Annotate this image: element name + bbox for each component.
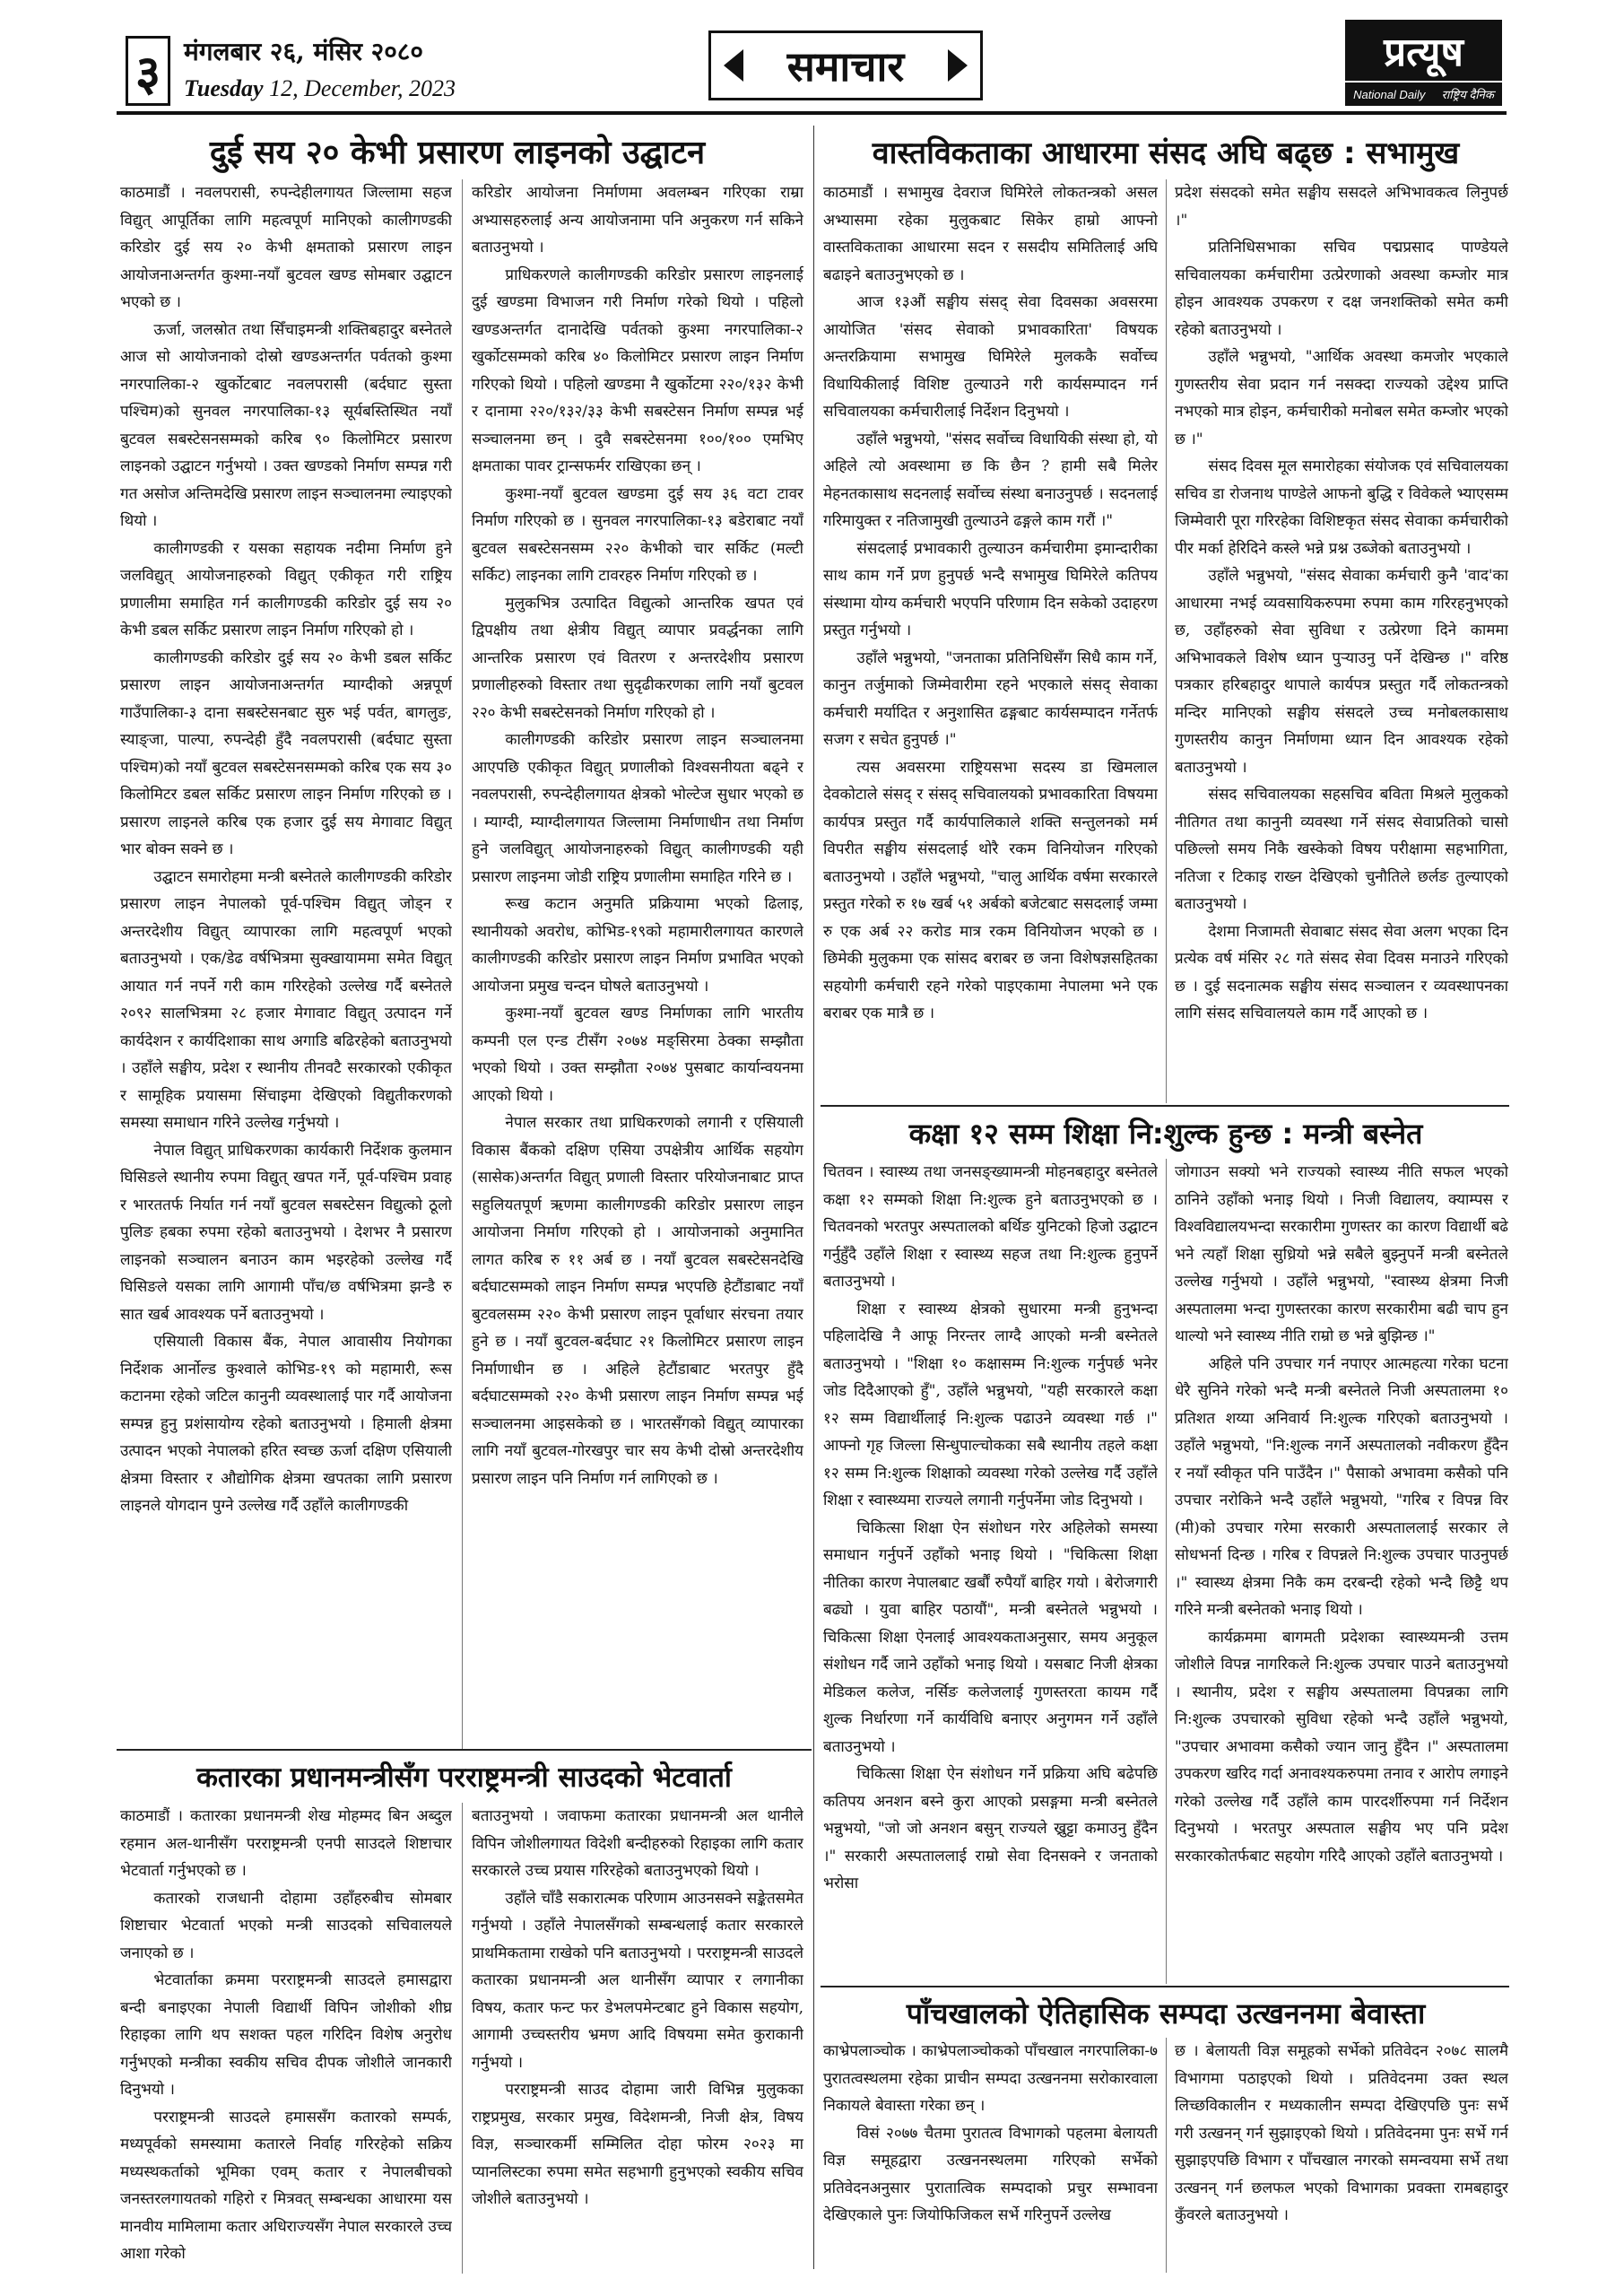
column-divider: [1166, 2038, 1167, 2273]
paragraph: उहाँले भन्नुभयो, "जनताका प्रतिनिधिसँग सिधै काम गर्ने, कानुन तर्जुमाको जिम्मेवारीमा रहने भएकाले संसद् सेवाका कर्मचारी मर्यादित र अनुशासित ढङ्गबाट कार्यसम्पादन गर्नेतर्फ सजग र सचेत हुनुपर्छ ।": [823, 648, 1158, 749]
paragraph: रूख कटान अनुमति प्रक्रियामा भएको ढिलाइ, स्थानीयको अवरोध, कोभिड-१९को महामारीलगायत कारणले कालीगण्डकी करिडोर प्रसारण लाइन निर्माण प्रभावित भएको आयोजना प्रमुख चन्दन घोषले बताउनुभयो ।: [472, 895, 803, 996]
paragraph: उद्घाटन समारोहमा मन्त्री बस्नेतले कालीगण्डकी करिडोर प्रसारण लाइन नेपालको पूर्व-पश्चिम विद्युत् जोड्न र अन्तरदेशीय विद्युत् व्यापारका लागि महत्वपूर्ण भएको बताउनुभयो । एक/डेढ वर्षभित्रमा सुक्खायाममा समेत विद्युत् आयात गर्न नपर्ने गरी काम गरिरहेको उल्लेख गर्दै बस्नेतले २०९२ सालभित्रमा २८ हजार मेगावाट विद्युत् उत्पादन गर्ने कार्यदेशन र कार्यदिशाका साथ अगाडि बढिरहेको बताउनुभयो । उहाँले सङ्घीय, प्रदेश र स्थानीय तीनवटै सरकारको एकीकृत र सामूहिक प्रयासमा सिंचाइमा देखिएको विद्युतीकरणको समस्या समाधान गरिने उल्लेख गर्नुभयो ।: [120, 867, 452, 1132]
paragraph: उहाँले भन्नुभयो, "संसद सर्वोच्च विधायिकी संस्था हो, यो अहिले त्यो अवस्थामा छ कि छैन ? हामी सबै मिलेर मेहनतकासाथ सदनलाई सर्वोच्च संस्था बनाउनुपर्छ । सदनलाई गरिमायुक्त र नतिजामुखी तुल्याउने ढङ्गले काम गरौं ।": [823, 430, 1158, 530]
paragraph: उहाँले भन्नुभयो, "संसद सेवाका कर्मचारी कुनै 'वाद'का आधारमा नभई व्यवसायिकरुपमा रुपमा काम गरिरहनुभएको छ, उहाँहरुको सेवा सुविधा र उत्प्रेरणा दिने काममा अभिभावकले विशेष ध्यान पुऱ्याउनु पर्ने देखिन्छ ।" वरिष्ठ पत्रकार हरिबहादुर थापाले कार्यपत्र प्रस्तुत गर्दै लोकतन्त्रको मन्दिर मानिएको सङ्घीय संसदले उच्च मनोबलकासाथ गुणस्तरीय कानुन निर्माणमा ध्यान दिन आवश्यक रहेको बताउनुभयो ।: [1175, 567, 1508, 777]
paragraph: ऊर्जा, जलस्रोत तथा सिँचाइमन्त्री शक्तिबहादुर बस्नेतले आज सो आयोजनाको दोस्रो खण्डअन्तर्गत पर्वतको कुश्मा नगरपालिका-२ खुर्कोटबाट नवलपरासी (बर्दघाट सुस्ता पश्चिम)को सुनवल नगरपालिका-१३ सूर्यबस्तिस्थित नयाँ बुटवल सबस्टेसनसम्मको करिब ९० किलोमिटर प्रसारण लाइनको उद्घाटन गर्नुभयो । उक्त खण्डको निर्माण सम्पन्न गरी गत असोज अन्तिमदेखि प्रसारण लाइन सञ्चालनमा ल्याइएको थियो ।: [120, 320, 452, 530]
arrow-left-icon: [724, 49, 743, 82]
paragraph: मुलुकभित्र उत्पादित विद्युत्को आन्तरिक खपत एवं द्विपक्षीय तथा क्षेत्रीय विद्युत् व्यापार प्रवर्द्धनका लागि आन्तरिक प्रसारण एवं वितरण र अन्तरदेशीय प्रसारण प्रणालीहरुको विस्तार तथा सुदृढीकरणका लागि नयाँ बुटवल २२० केभी सबस्टेसनको निर्माण गरिएको हो ।: [472, 594, 803, 722]
paragraph: आज १३औं सङ्घीय संसद् सेवा दिवसका अवसरमा आयोजित 'संसद सेवाको प्रभावकारिता' विषयक अन्तरक्रियामा सभामुख घिमिरेले मुलककै सर्वोच्च विधायिकीलाई विशिष्ट तुल्याउने गरी कार्यसम्पादन गर्न सचिवालयका कर्मचारीलाई निर्देशन दिनुभयो ।: [823, 293, 1158, 421]
paragraph: उहाँले भन्नुभयो, "आर्थिक अवस्था कमजोर भएकाले गुणस्तरीय सेवा प्रदान गर्न नसक्दा राज्यको उद्देश्य प्राप्ति नभएको मात्र होइन, कर्मचारीको मनोबल समेत कम्जोर भएको छ ।": [1175, 348, 1508, 448]
paragraph: करिडोर आयोजना निर्माणमा अवलम्बन गरिएका राम्रा अभ्यासहरुलाई अन्य आयोजनामा पनि अनुकरण गर्न सकिने बताउनुभयो ।: [472, 184, 803, 257]
article-column: [1175, 1159, 1508, 1984]
paragraph: जोगाउन सक्यो भने राज्यको स्वास्थ्य नीति सफल भएको ठानिने उहाँको भनाइ थियो । निजी विद्यालय, क्याम्पस र विश्वविद्यालयभन्दा सरकारीमा गुणस्तर का कारण विद्यार्थी बढे भने त्यहाँ शिक्षा सुध्रियो भन्ने सबैले बुझ्नुपर्ने मन्त्री बस्नेतले उल्लेख गर्नुभयो । उहाँले भन्नुभयो, "स्वास्थ्य क्षेत्रमा निजी अस्पतालमा भन्दा गुणस्तरका कारण सरकारीमा बढी चाप हुन थाल्यो भने स्वास्थ्य नीति राम्रो छ भन्ने बुझिन्छ ।": [1175, 1163, 1508, 1345]
paragraph: कुश्मा-नयाँ बुटवल खण्ड निर्माणका लागि भारतीय कम्पनी एल एन्ड टीसँग २०७४ मङ्सिरमा ठेक्का सम्झौता भएको थियो । उक्त सम्झौता २०७४ पुसबाट कार्यान्वयनमा आएको थियो ।: [472, 1004, 803, 1105]
article-column: [120, 179, 452, 1749]
article-headline: कतारका प्रधानमन्त्रीसँग परराष्ट्रमन्त्री साउदको भेटवार्ता: [196, 1761, 732, 1794]
article-column: [823, 179, 1158, 1103]
paragraph: त्यस अवसरमा राष्ट्रियसभा सदस्य डा खिमलाल देवकोटाले संसद् र संसद् सचिवालयको प्रभावकारिता विषयमा कार्यपत्र प्रस्तुत गर्दै कार्यपालिकाले शक्ति सन्तुलनको मर्म विपरीत सङ्घीय संसदलाई थोरै रकम विनियोजन गरिएको बताउनुभयो । उहाँले भन्नुभयो, "चालु आर्थिक वर्षमा सरकारले प्रस्तुत गरेको रु १७ खर्ब ५१ अर्बको बजेटबाट ससदलाई जम्मा रु एक अर्ब २२ करोड मात्र रकम विनियोजन भएको छ । छिमेकी मुलुकमा एक सांसद बराबर छ जना विशेषज्ञसहितका सहयोगी कर्मचारी रहने गरेको पाइएकामा नेपालमा भने एक बराबर एक मात्रै छ ।: [823, 758, 1158, 1022]
article-column: [823, 1159, 1158, 1984]
section-title: समाचार: [786, 42, 905, 91]
header-rule: [117, 111, 1507, 115]
article-column: [120, 1803, 452, 2274]
paragraph: बताउनुभयो । जवाफमा कतारका प्रधानमन्त्री अल थानीले विपिन जोशीलगायत विदेशी बन्दीहरुको रिहाइका लागि कतार सरकारले उच्च प्रयास गरिरहेको बताउनुभएको थियो ।: [472, 1807, 803, 1880]
column-divider: [1166, 179, 1167, 1103]
logo-name: प्रत्यूष: [1345, 20, 1502, 81]
paragraph: प्रतिनिधिसभाका सचिव पद्मप्रसाद पाण्डेयले सचिवालयका कर्मचारीमा उत्प्रेरणाको अवस्था कम्जोर मात्र होइन आवश्यक उपकरण र दक्ष जनशक्तिको समेत कमी रहेको बताउनुभयो ।: [1175, 239, 1508, 339]
article-headline: कक्षा १२ सम्म शिक्षा नि:शुल्क हुन्छ : मन्त्री बस्नेत: [908, 1117, 1423, 1151]
section-label-box: [708, 30, 983, 100]
paragraph: काठमाडौं । नवलपरासी, रुपन्देहीलगायत जिल्लामा सहज विद्युत् आपूर्तिका लागि महत्वपूर्ण मानिएको कालीगण्डकी करिडोर दुई सय २० केभी क्षमताको प्रसारण लाइन आयोजनाअन्तर्गत कुश्मा-नयाँ बुटवल खण्ड सोमबार उद्घाटन भएको छ ।: [120, 184, 452, 311]
page-header: [0, 0, 1624, 126]
article-column: [472, 1803, 803, 2274]
article-column: [472, 179, 803, 1749]
paragraph: चितवन । स्वास्थ्य तथा जनसङ्ख्यामन्त्री मोहनबहादुर बस्नेतले कक्षा १२ सम्मको शिक्षा नि:शुल्क हुने बताउनुभएको छ । चितवनको भरतपुर अस्पतालको बर्थिङ युनिटको हिजो उद्घाटन गर्नुहुँदै उहाँले शिक्षा र स्वास्थ्य सहज तथा नि:शुल्क हुनुपर्ने बताउनुभयो ।: [823, 1163, 1158, 1291]
date-english: [184, 75, 456, 102]
date-english-value: 12, December, 2023: [269, 75, 456, 101]
column-divider: [1166, 1159, 1167, 1984]
paragraph: काठमाडौं । सभामुख देवराज घिमिरेले लोकतन्त्रको असल अभ्यासमा रहेका मुलुकबाट सिकेर हाम्रो आफ्नो वास्तविकताका आधारमा सदन र ससदीय समितिलाई अघि बढाइने बताउनुभएको छ ।: [823, 184, 1158, 284]
paragraph: चिकित्सा शिक्षा ऐन संशोधन गर्ने प्रक्रिया अघि बढेपछि कतिपय अनशन बस्ने कुरा आएको प्रसङ्गमा मन्त्री बस्नेतले भन्नुभयो, "जो जो अनशन बसुन् राज्यले ख्रुट्टा कमाउनु हुँदैन ।" सरकारी अस्पताललाई राम्रो सेवा दिनसक्ने र जनताको भरोसा: [823, 1765, 1158, 1892]
column-divider: [462, 179, 463, 1749]
date-nepali: मंगलबार २६, मंसिर २०८०: [184, 37, 423, 66]
paragraph: कालीगण्डकी करिडोर प्रसारण लाइन सञ्चालनमा आएपछि एकीकृत विद्युत् प्रणालीको विश्वसनीयता बढ्ने र नवलपरासी, रुपन्देहीलगायत क्षेत्रको भोल्टेज सुधार भएको छ । म्याग्दी, म्याग्दीलगायत जिल्लामा निर्माणाधीन तथा निर्माण हुने जलविद्युत् आयोजनाहरुको विद्युत् कालीगण्डकी यही प्रसारण लाइनमा जोडी राष्ट्रिय प्रणालीमा समाहित गरिने छ ।: [472, 731, 803, 886]
paragraph: शिक्षा र स्वास्थ्य क्षेत्रको सुधारमा मन्त्री हुनुभन्दा पहिलादेखि नै आफू निरन्तर लाग्दै आएको मन्त्री बस्नेतले बताउनुभयो । "शिक्षा १० कक्षासम्म नि:शुल्क गर्नुपर्छ भनेर जोड दिदैआएको हुँ", उहाँले भन्नुभयो, "यही सरकारले कक्षा १२ सम्म विद्यार्थीलाई नि:शुल्क पढाउने व्यवस्था गर्छ ।" आफ्नो गृह जिल्ला सिन्धुपाल्चोकका सबै स्थानीय तहले कक्षा १२ सम्म नि:शुल्क शिक्षाको व्यवस्था गरेको उल्लेख गर्दै उहाँले शिक्षा र स्वास्थ्यमा राज्यले लगानी गर्नुपर्नेमा जोड दिनुभयो ।: [823, 1300, 1158, 1509]
article-column: [1175, 179, 1508, 1103]
paragraph: उहाँले चाँडै सकारात्मक परिणाम आउनसक्ने सङ्केतसमेत गर्नुभयो । उहाँले नेपालसँगको सम्बन्धलाई कतार सरकारले प्राथमिकतामा राखेको पनि बताउनुभयो । परराष्ट्रमन्त्री साउदले कतारका प्रधानमन्त्री अल थानीसँग व्यापार र लगानीका विषय, कतार फन्ट फर डेभलपमेन्टबाट हुने विकास सहयोग, आगामी उच्चस्तरीय भ्रमण आदि विषयमा समेत कुराकानी गर्नुभयो ।: [472, 1889, 803, 2072]
article-separator: [821, 1105, 1509, 1107]
paragraph: कालीगण्डकी करिडोर दुई सय २० केभी डबल सर्किट प्रसारण लाइन आयोजनाअन्तर्गत म्याग्दीको अन्नपूर्ण गाउँपालिका-३ दाना सबस्टेसनबाट सुरु भई पर्वत, बागलुङ, स्याङ्जा, पाल्पा, रुपन्देही हुँदै नवलपरासी (बर्दघाट सुस्ता पश्चिम)को नयाँ बुटवल सबस्टेसनसम्मको करिब एक सय ३० किलोमिटर डबल सर्किट प्रसारण लाइन निर्माण गरिएको छ । प्रसारण लाइनले करिब एक हजार दुई सय मेगावाट विद्युत् भार बोक्न सक्ने छ ।: [120, 648, 452, 858]
paragraph: नेपाल विद्युत् प्राधिकरणका कार्यकारी निर्देशक कुलमान घिसिङले स्थानीय रुपमा विद्युत् खपत गर्ने, पूर्व-पश्चिम प्रवाह र भारततर्फ निर्यात गर्न नयाँ बुटवल सबस्टेसन विद्युत्को ठूलो पुलिङ हबका रुपमा रहेको बताउनुभयो । देशभर नै प्रसारण लाइनको सञ्चालन बनाउन काम भइरहेको उल्लेख गर्दै घिसिङले यसका लागि आगामी पाँच/छ वर्षभित्रमा झन्डै रु सात खर्ब आवश्यक पर्ने बताउनुभयो ।: [120, 1141, 452, 1324]
logo-tagline-en: National Daily: [1353, 87, 1426, 101]
paragraph: प्राधिकरणले कालीगण्डकी करिडोर प्रसारण लाइनलाई दुई खण्डमा विभाजन गरी निर्माण गरेको थियो । पहिलो खण्डअन्तर्गत दानादेखि पर्वतको कुश्मा नगरपालिका-२ खुर्कोटसम्मको करिब ४० किलोमिटर प्रसारण लाइन निर्माण गरिएको थियो । पहिलो खण्डमा नै खुर्कोटमा २२०/१३२ केभी र दानामा २२०/१३२/३३ केभी सबस्टेसन निर्माण सम्पन्न भई सञ्चालनमा छन् । दुवै सबस्टेसनमा १००/१०० एमभिए क्षमताका पावर ट्रान्सफर्मर राखिएका छन् ।: [472, 265, 803, 475]
paragraph: देशमा निजामती सेवाबाट संसद सेवा अलग भएका दिन प्रत्येक वर्ष मंसिर २८ गते संसद सेवा दिवस मनाउने गरिएको छ । दुई सदनात्मक सङ्घीय संसद सञ्चालन र व्यवस्थापनका लागि संसद सचिवालयले काम गर्दै आएको छ ।: [1175, 922, 1508, 1022]
article-column: [1175, 2038, 1508, 2273]
article-headline: पाँचखालको ऐतिहासिक सम्पदा उत्खननमा बेवास्ता: [906, 1996, 1426, 2031]
arrow-right-icon: [948, 49, 968, 82]
weekday-english: Tuesday: [184, 75, 264, 101]
paragraph: संसदलाई प्रभावकारी तुल्याउन कर्मचारीमा इमान्दारीका साथ काम गर्ने प्रण हुनुपर्छ भन्दै सभामुख घिमिरेले कतिपय संस्थामा योग्य कर्मचारी भएपनि परिणाम दिन सकेको उदाहरण प्रस्तुत गर्नुभयो ।: [823, 539, 1158, 639]
article-separator: [117, 1749, 812, 1751]
paragraph: संसद सचिवालयका सहसचिव बविता मिश्रले मुलुकको नीतिगत तथा कानुनी व्यवस्था गर्ने संसद सेवाप्रतिको चासो पछिल्लो समय निकै खस्केको विषय परीक्षामा सहभागिता, नतिजा र टिकाइ राख्न देखिएको चुनौतिले छर्लङ तुल्याएको बताउनुभयो ।: [1175, 786, 1508, 913]
paragraph: छ । बेलायती विज्ञ समूहको सर्भेको प्रतिवेदन २०७८ सालमै विभागमा पठाइएको थियो । प्रतिवेदनमा उक्त स्थल लिच्छविकालीन र मध्यकालीन सम्पदा देखिएपछि पुनः सर्भे गरी उत्खनन् गर्न सुझाइएको थियो । प्रतिवेदनमा पुनः सर्भे गर्न सुझाइएपछि विभाग र पाँचखाल नगरको समन्वयमा सर्भे तथा उत्खनन् गर्न छलफल भएको विभागका प्रवक्ता रामबहादुर कुँवरले बताउनुभयो ।: [1175, 2042, 1508, 2224]
paragraph: काभ्रेपलाञ्चोक । काभ्रेपलाञ्चोकको पाँचखाल नगरपालिका-७ पुरातत्वस्थलमा रहेका प्राचीन सम्पदा उत्खननमा सरोकारवाला निकायले बेवास्ता गरेका छन् ।: [823, 2042, 1158, 2115]
page-number: ३: [126, 36, 170, 106]
masthead-logo: [1345, 20, 1502, 109]
article-headline: वास्तविकताका आधारमा संसद अघि बढ्छ : सभामुख: [872, 135, 1460, 171]
logo-tagline-np: राष्ट्रिय दैनिक: [1441, 88, 1494, 101]
paragraph: कुश्मा-नयाँ बुटवल खण्डमा दुई सय ३६ वटा टावर निर्माण गरिएको छ । सुनवल नगरपालिका-१३ बडेराबाट नयाँ बुटवल सबस्टेसनसम्म २२० केभीको चार सर्किट (मल्टी सर्किट) लाइनका लागि टावरहरु निर्माण गरिएको छ ।: [472, 484, 803, 585]
paragraph: कतारको राजधानी दोहामा उहाँहरुबीच सोमबार शिष्टाचार भेटवार्ता भएको मन्त्री साउदको सचिवालयले जनाएको छ ।: [120, 1889, 452, 1962]
paragraph: विसं २०७७ चैतमा पुरातत्व विभागको पहलमा बेलायती विज्ञ समूहद्वारा उत्खननस्थलमा गरिएको सर्भेको प्रतिवेदनअनुसार पुरातात्विक सम्पदाको प्रचुर सम्भावना देखिएकाले पुनः जियोफिजिकल सर्भे गरिनुपर्ने उल्लेख: [823, 2124, 1158, 2224]
logo-tagline: [1345, 83, 1502, 106]
paragraph: कार्यक्रममा बागमती प्रदेशका स्वास्थ्यमन्त्री उत्तम जोशीले विपन्न नागरिकले नि:शुल्क उपचार पाउने बताउनुभयो । स्थानीय, प्रदेश र सङ्घीय अस्पतालमा विपन्नका लागि नि:शुल्क उपचारको सुविधा रहेको भन्दै उहाँले भन्नुभयो, "उपचार अभावमा कसैको ज्यान जानु हुँदैन ।" अस्पतालमा उपकरण खरिद गर्दा अनावश्यकरुपमा तनाव र आरोप लगाइने गरेको उल्लेख गर्दै उहाँले काम पारदर्शीरुपमा गर्न निर्देशन दिनुभयो । भरतपुर अस्पताल सङ्घीय भए पनि प्रदेश सरकारकोतर्फबाट सहयोग गरिदै आएको उहाँले बताउनुभयो ।: [1175, 1628, 1508, 1866]
paragraph: भेटवार्ताका क्रममा परराष्ट्रमन्त्री साउदले हमासद्वारा बन्दी बनाइएका नेपाली विद्यार्थी विपिन जोशीको शीघ्र रिहाइका लागि थप सशक्त पहल गरिदिन विशेष अनुरोध गर्नुभएको मन्त्रीका स्वकीय सचिव दीपक जोशीले जानकारी दिनुभयो ।: [120, 1971, 452, 2099]
paragraph: काठमाडौं । कतारका प्रधानमन्त्री शेख मोहम्मद बिन अब्दुल रहमान अल-थानीसँग परराष्ट्रमन्त्री एनपी साउदले शिष्टाचार भेटवार्ता गर्नुभएको छ ।: [120, 1807, 452, 1880]
paragraph: चिकित्सा शिक्षा ऐन संशोधन गरेर अहिलेको समस्या समाधान गर्नुपर्ने उहाँको भनाइ थियो । "चिकित्सा शिक्षा नीतिका कारण नेपालबाट खर्बौं रुपैयाँ बाहिर गयो । बेरोजगारी बढ्यो । युवा बाहिर पठायौं", मन्त्री बस्नेतले भन्नुभयो । चिकित्सा शिक्षा ऐनलाई आवश्यकताअनुसार, समय अनुकूल संशोधन गर्दै जाने उहाँको भनाइ थियो । यसबाट निजी क्षेत्रका मेडिकल कलेज, नर्सिङ कलेजलाई गुणस्तरता कायम गर्दै शुल्क निर्धारणा गर्ने कार्यविधि बनाएर अनुगमन गर्ने उहाँले बताउनुभयो ।: [823, 1518, 1158, 1756]
half-divider: [813, 126, 814, 2269]
paragraph: संसद दिवस मूल समारोहका संयोजक एवं सचिवालयका सचिव डा रोजनाथ पाण्डेले आफनो बुद्धि र विवेकले भ्याएसम्म जिम्मेवारी पूरा गरिरहेका विशिष्टकृत संसद सेवाका कर्मचारीको पीर मर्का हेरिदिने कस्ले भन्ने प्रश्न उब्जेको बताउनुभयो ।: [1175, 457, 1508, 558]
paragraph: नेपाल सरकार तथा प्राधिकरणको लगानी र एसियाली विकास बैंकको दक्षिण एसिया उपक्षेत्रीय आर्थिक सहयोग (सासेक)अन्तर्गत विद्युत् प्रणाली विस्तार परियोजनाबाट प्राप्त सहुलियतपूर्ण ऋणमा कालीगण्डकी करिडोर प्रसारण लाइन आयोजना निर्माण गरिएको हो । आयोजनाको अनुमानित लागत करिब रु ११ अर्ब छ । नयाँ बुटवल सबस्टेसनदेखि बर्दघाटसम्मको लाइन निर्माण सम्पन्न भएपछि हेटौंडाबाट नयाँ बुटवलसम्म २२० केभी प्रसारण लाइन पूर्वाधार संरचना तयार हुने छ । नयाँ बुटवल-बर्दघाट २१ किलोमिटर प्रसारण लाइन निर्माणाधीन छ । अहिले हेटौंडाबाट भरतपुर हुँदै बर्दघाटसम्मको २२० केभी प्रसारण लाइन निर्माण सम्पन्न भई सञ्चालनमा आइसकेको छ । भारतसँगको विद्युत् व्यापारका लागि नयाँ बुटवल-गोरखपुर चार सय केभी दोस्रो अन्तरदेशीय प्रसारण लाइन पनि निर्माण गर्न लागिएको छ ।: [472, 1114, 803, 1488]
paragraph: परराष्ट्रमन्त्री साउदले हमाससँग कतारको सम्पर्क, मध्यपूर्वको समस्यामा कतारले निर्वाह गरिरहेको सक्रिय मध्यस्थकर्ताको भूमिका एवम् कतार र नेपालबीचको जनस्तरलगायतको गहिरो र मित्रवत् सम्बन्धका आधारमा यस मानवीय मामिलामा कतार अधिराज्यसँग नेपाल सरकारले उच्च आशा गरेको: [120, 2108, 452, 2263]
paragraph: कालीगण्डकी र यसका सहायक नदीमा निर्माण हुने जलविद्युत् आयोजनाहरुको विद्युत् एकीकृत गरी राष्ट्रिय प्रणालीमा समाहित गर्न कालीगण्डकी करिडोर दुई सय २० केभी डबल सर्किट प्रसारण लाइन निर्माण गरिएको हो ।: [120, 539, 452, 639]
article-column: [823, 2038, 1158, 2273]
paragraph: एसियाली विकास बैंक, नेपाल आवासीय नियोगका निर्देशक आर्नोल्ड कुश्वाले कोभिड-१९ को महामारी, रूस कटानमा रहेको जटिल कानुनी व्यवस्थालाई पार गर्दै आयोजना सम्पन्न हुनु प्रशंसायोग्य रहेको बताउनुभयो । हिमाली क्षेत्रमा उत्पादन भएको नेपालको हरित स्वच्छ ऊर्जा दक्षिण एसियाली क्षेत्रमा विस्तार र औद्योगिक क्षेत्रमा खपतका लागि प्रसारण लाइनले योगदान पुग्ने उल्लेख गर्दै उहाँले कालीगण्डकी: [120, 1333, 452, 1515]
paragraph: परराष्ट्रमन्त्री साउद दोहामा जारी विभिन्न मुलुकका राष्ट्रप्रमुख, सरकार प्रमुख, विदेशमन्त्री, निजी क्षेत्र, विषय विज्ञ, सञ्चारकर्मी सम्मिलित दोहा फोरम २०२३ मा प्यानलिस्टका रुपमा समेत सहभागी हुनुभएको स्वकीय सचिव जोशीले बताउनुभयो ।: [472, 2081, 803, 2208]
article-headline: दुई सय २० केभी प्रसारण लाइनको उद्घाटन: [209, 135, 706, 171]
paragraph: प्रदेश संसदको समेत सङ्घीय ससदले अभिभावकत्व लिनुपर्छ ।": [1175, 184, 1508, 230]
paragraph: अहिले पनि उपचार गर्न नपाएर आत्महत्या गरेका घटना धेरै सुनिने गरेको भन्दै मन्त्री बस्नेतले निजी अस्पतालमा १० प्रतिशत शय्या अनिवार्य नि:शुल्क गरिएको बताउनुभयो । उहाँले भन्नुभयो, "नि:शुल्क नगर्ने अस्पतालको नवीकरण हुँदैन र नयाँ स्वीकृत पनि पाउँदैन ।" पैसाको अभावमा कसैको पनि उपचार नरोकिने भन्दै उहाँले भन्नुभयो, "गरिब र विपन्न विर (मी)को उपचार गरेमा सरकारी अस्पताललाई सरकार ले सोधभर्ना दिन्छ । गरिब र विपन्नले नि:शुल्क उपचार पाउनुपर्छ ।" स्वास्थ्य क्षेत्रमा निकै कम दरबन्दी रहेको भन्दै छिट्टै थप गरिने मन्त्री बस्नेतको भनाइ थियो ।: [1175, 1354, 1508, 1619]
column-divider: [462, 1803, 463, 2274]
article-separator: [821, 1986, 1509, 1987]
